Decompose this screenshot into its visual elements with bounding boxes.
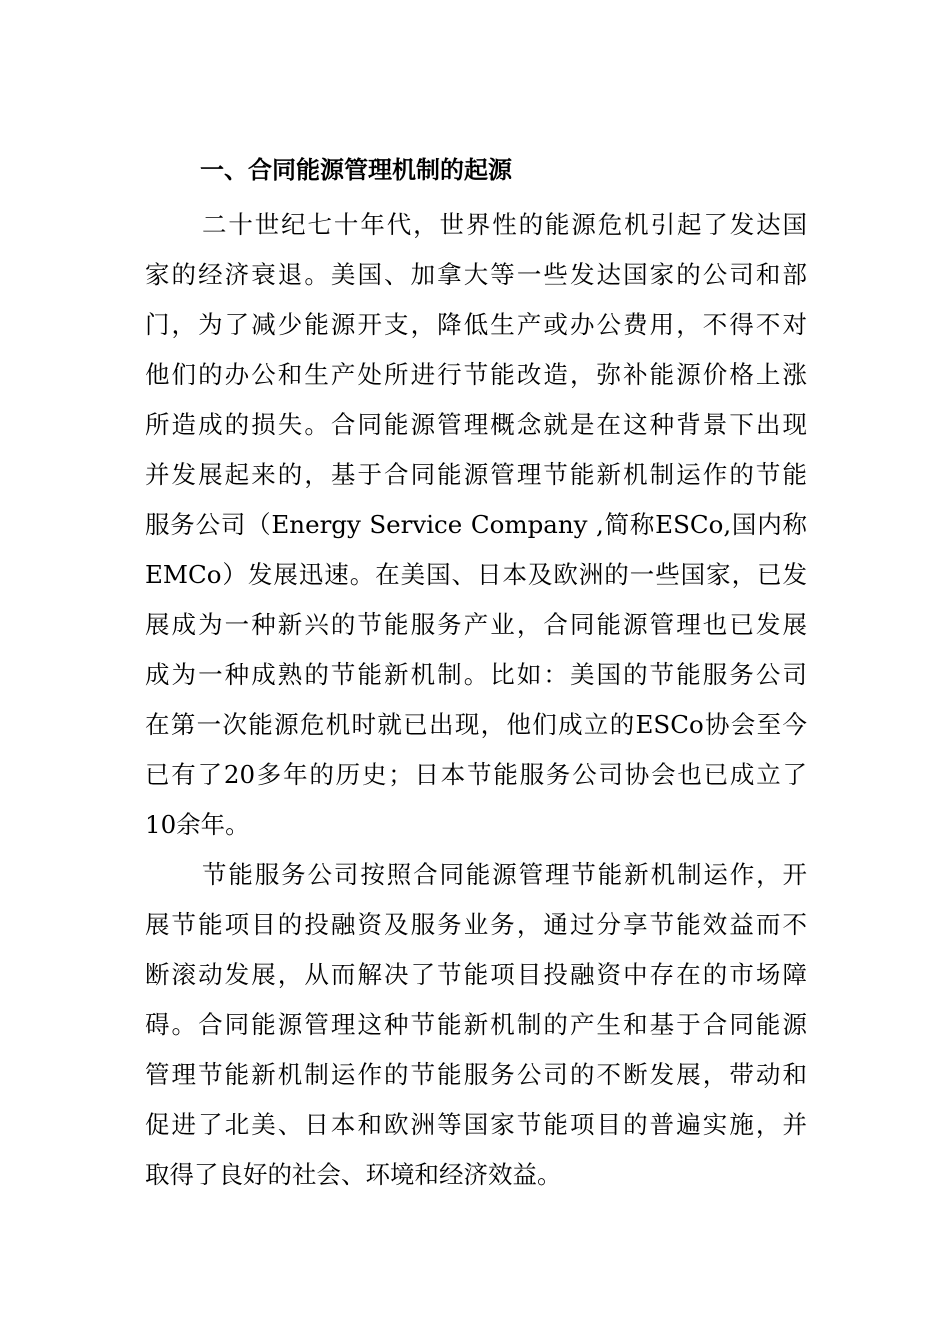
paragraph-line: 在第一次能源危机时就已出现，他们成立的ESCo协会至今 [145, 710, 807, 739]
paragraph-origin [145, 200, 807, 850]
paragraph-line: 管理节能新机制运作的节能服务公司的不断发展，带动和 [145, 1060, 807, 1089]
paragraph-line: 他们的办公和生产处所进行节能改造，弥补能源价格上涨 [145, 360, 807, 389]
paragraph-line: 10余年。 [145, 810, 250, 839]
paragraph-line: 成为一种成熟的节能新机制。比如：美国的节能服务公司 [145, 660, 807, 689]
paragraph-line: EMCo）发展迅速。在美国、日本及欧洲的一些国家，已发 [145, 560, 807, 589]
section-heading: 一、合同能源管理机制的起源 [200, 156, 512, 184]
paragraph-line: 展成为一种新兴的节能服务产业，合同能源管理也已发展 [145, 610, 807, 639]
paragraph-esco-operation [145, 850, 807, 1200]
paragraph-line: 展节能项目的投融资及服务业务，通过分享节能效益而不 [145, 910, 807, 939]
paragraph-line: 门，为了减少能源开支，降低生产或办公费用，不得不对 [145, 310, 807, 339]
paragraph-line: 家的经济衰退。美国、加拿大等一些发达国家的公司和部 [145, 260, 807, 289]
paragraph-line: 已有了20多年的历史；日本节能服务公司协会也已成立了 [145, 760, 807, 789]
paragraph-line: 服务公司（Energy Service Company ,简称ESCo,国内称 [145, 510, 807, 539]
paragraph-line: 促进了北美、日本和欧洲等国家节能项目的普遍实施，并 [145, 1110, 807, 1139]
paragraph-line: 碍。合同能源管理这种节能新机制的产生和基于合同能源 [145, 1010, 807, 1039]
paragraph-line: 并发展起来的，基于合同能源管理节能新机制运作的节能 [145, 460, 807, 489]
paragraph-line: 断滚动发展，从而解决了节能项目投融资中存在的市场障 [145, 960, 807, 989]
paragraph-line: 节能服务公司按照合同能源管理节能新机制运作，开 [202, 860, 807, 889]
paragraph-line: 所造成的损失。合同能源管理概念就是在这种背景下出现 [145, 410, 807, 439]
paragraph-line: 取得了良好的社会、环境和经济效益。 [145, 1160, 562, 1189]
paragraph-line: 二十世纪七十年代，世界性的能源危机引起了发达国 [202, 210, 807, 239]
